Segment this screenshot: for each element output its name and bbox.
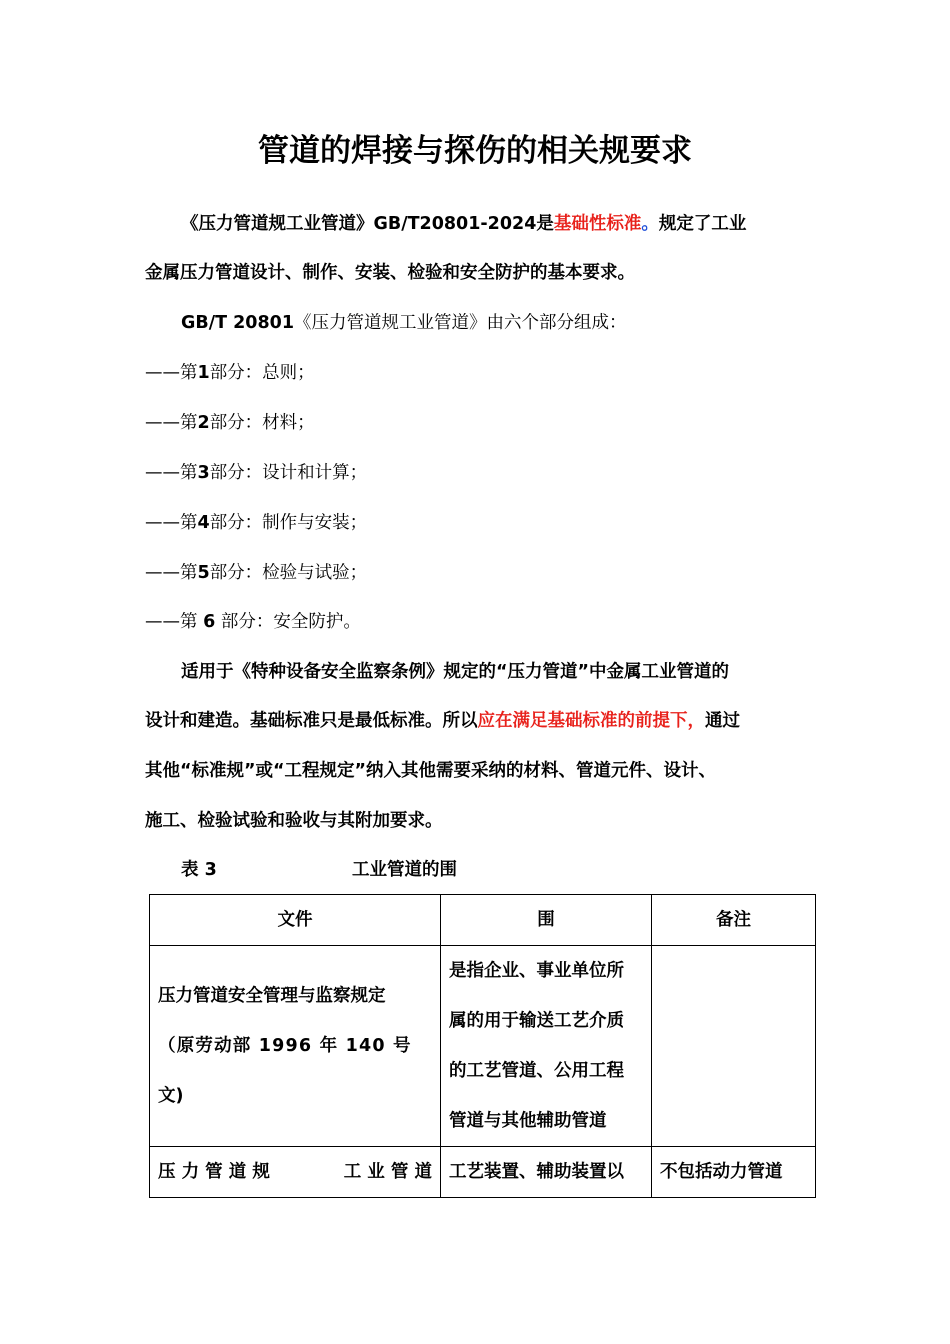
p1-highlight-red: 基础性标准 [553,214,642,234]
p1-text-a: 《压力管道规工业管道》GB/T20801-2024是 [181,214,554,234]
cell-line: 不包括动力管道 [660,1162,783,1182]
part-number: 2 [197,413,210,433]
cell-file [150,946,441,1147]
cell-line: 属的用于输送工艺介质 [449,1011,624,1031]
header-label: 围 [537,910,555,930]
cell-scope [441,946,652,1147]
list-item-part-5 [145,558,825,588]
part-number: 5 [197,563,210,583]
cell-line [158,1147,432,1197]
p2-standard-code: GB/T 20801 [181,313,295,333]
p3-text-a: 设计和建造。基础标准只是最低标准。所以 [145,711,478,731]
cell-note [652,946,816,1147]
cell-scope [441,1147,652,1198]
list-item-part-1 [145,358,825,388]
part-text: 部分：检验与试验； [209,563,368,583]
cell-line: 的工艺管道、公用工程 [449,1061,624,1081]
cell-file [150,1147,441,1198]
cell-line: （原劳动部 1996 年 140 号 [158,1036,412,1056]
industrial-pipe-scope-table [149,894,816,1198]
part-text: 部分：总则； [209,363,315,383]
part-prefix: ——第 [145,363,198,383]
part-text: 部分：材料； [209,413,315,433]
paragraph-3-line-1: 适用于《特种设备安全监察条例》规定的“压力管道”中金属工业管道的 [181,662,730,682]
list-item-part-4 [145,508,825,538]
part-prefix: ——第 [145,563,198,583]
p2-text: 《压力管道规工业管道》由六个部分组成： [294,313,627,333]
paragraph-1-line-1 [181,209,821,239]
part-number: 4 [197,513,210,533]
part-number: 6 [203,612,216,632]
list-item-part-3 [145,458,825,488]
part-text: 部分：制作与安装； [209,513,368,533]
list-item-part-6 [145,607,825,637]
p3-highlight-red: 应在满足基础标准的前提下， [477,711,705,731]
part-number: 1 [197,363,210,383]
cell-line: 压力管道安全管理与监察规定 [158,986,386,1006]
table-caption-title: 工业管道的围 [352,860,457,880]
cell-line: 工艺装置、辅助装置以 [449,1162,624,1182]
paragraph-3-line-2 [145,706,825,736]
table-header-row [150,895,816,946]
cell-note [652,1147,816,1198]
header-label: 文件 [277,910,313,930]
part-prefix: ——第 [145,413,198,433]
part-prefix: ——第 [145,513,198,533]
paragraph-3-line-3: 其他“标准规”或“工程规定”纳入其他需要采纳的材料、管道元件、设计、 [145,761,717,781]
cell-line: 文) [158,1086,184,1106]
cell-text-left: 压 力 管 道 规 [158,1162,270,1182]
paragraph-1-line-2: 金属压力管道设计、制作、安装、检验和安全防护的基本要求。 [145,263,635,283]
table-row [150,1147,816,1198]
p1-text-b: 规定了工业 [658,214,747,234]
paragraph-2 [181,308,821,338]
part-prefix: ——第 [145,612,204,632]
p3-text-b: 通过 [705,711,740,731]
page-title: 管道的焊接与探伤的相关规要求 [258,133,692,169]
paragraph-3-line-4: 施工、检验试验和验收与其附加要求。 [145,811,443,831]
header-label: 备注 [716,910,751,930]
cell-line: 是指企业、事业单位所 [449,961,624,981]
part-text: 部分：设计和计算； [209,463,368,483]
p1-period-blue: 。 [641,214,659,234]
table-row [150,946,816,1147]
part-text: 部分：安全防护。 [215,612,361,632]
part-prefix: ——第 [145,463,198,483]
header-cell-scope [441,895,652,946]
part-number: 3 [197,463,210,483]
table-caption-label: 表 3 [181,860,217,880]
cell-text-right: 工 业 管 道 [343,1162,432,1182]
cell-line: 管道与其他辅助管道 [449,1111,607,1131]
header-cell-file [150,895,441,946]
header-cell-note [652,895,816,946]
list-item-part-2 [145,408,825,438]
